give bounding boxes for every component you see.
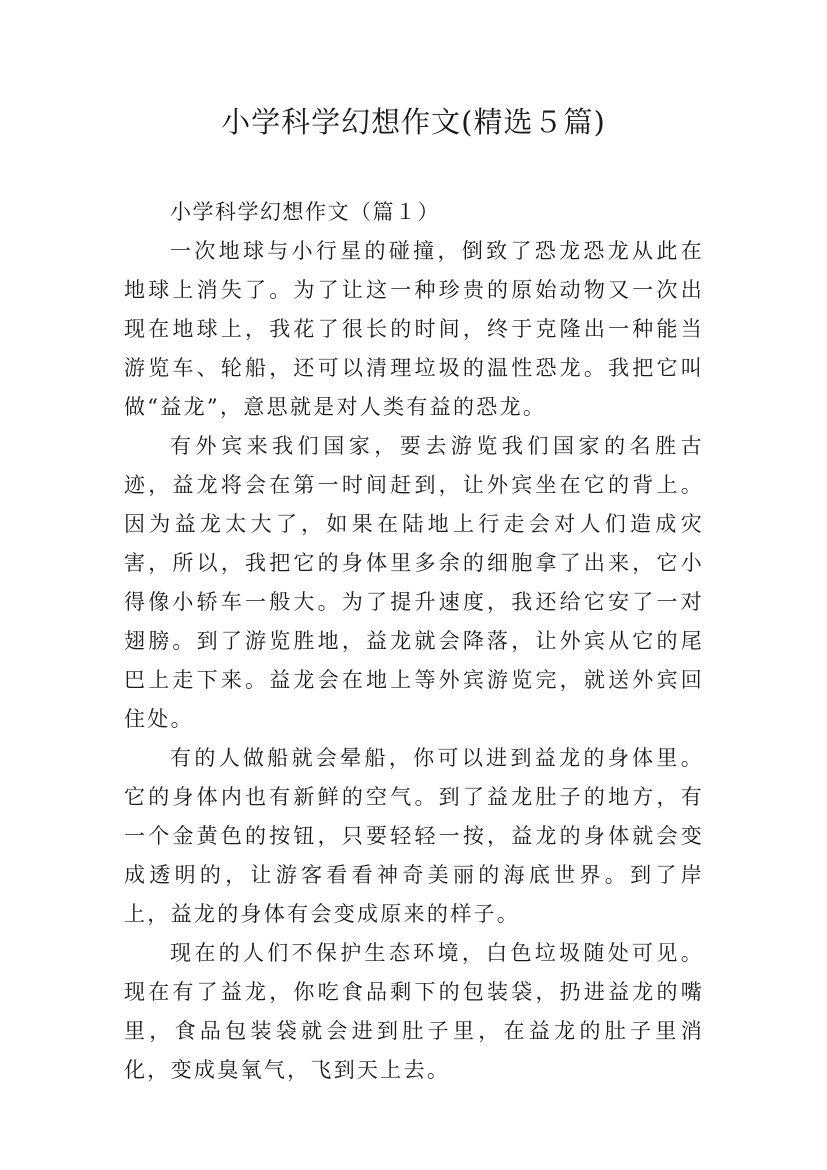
paragraph-3: 有的人做船就会晕船，你可以进到益龙的身体里。它的身体内也有新鲜的空气。到了益龙肚子的地方，有一个金黄色的按钮，只要轻轻一按，益龙的身体就会变成透明的，让游客看看神奇美丽的海底世界。到了岸上，益龙的身体有会变成原来的样子。: [124, 746, 704, 926]
article-body: [124, 193, 704, 1090]
paragraph-2: 有外宾来我们国家，要去游览我们国家的名胜古迹，益龙将会在第一时间赶到，让外宾坐在它的背上。因为益龙太大了，如果在陆地上行走会对人们造成灾害，所以，我把它的身体里多余的细胞拿了出来，它小得像小轿车一般大。为了提升速度，我还给它安了一对翅膀。到了游览胜地，益龙就会降落，让外宾从它的尾巴上走下来。益龙会在地上等外宾游览完，就送外宾回住处。: [124, 434, 704, 731]
page-title: 小学科学幻想作文(精选５篇): [221, 105, 606, 139]
section-heading: 小学科学幻想作文（篇１）: [170, 200, 440, 224]
paragraph-1: 一次地球与小行星的碰撞，倒致了恐龙恐龙从此在地球上消失了。为了让这一种珍贵的原始动物又一次出现在地球上，我花了很长的时间，终于克隆出一种能当游览车、轮船，还可以清理垃圾的温性恐龙。我把它叫做“益龙”，意思就是对人类有益的恐龙。: [124, 239, 704, 419]
paragraph-4: 现在的人们不保护生态环境，白色垃圾随处可见。现在有了益龙，你吃食品剩下的包装袋，扔进益龙的嘴里，食品包装袋就会进到肚子里，在益龙的肚子里消化，变成臭氧气，飞到天上去。: [124, 941, 704, 1082]
